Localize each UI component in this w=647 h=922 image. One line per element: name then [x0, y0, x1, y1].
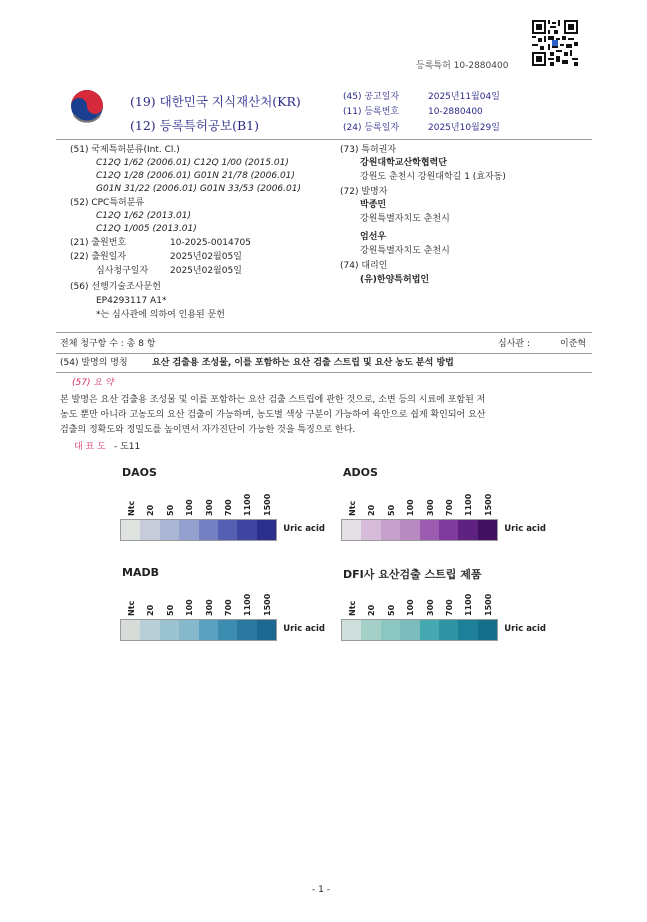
ipc-heading: (51) 국제특허분류(Int. Cl.) — [70, 145, 180, 155]
strip-cell — [478, 520, 497, 540]
concentration-label: 1500 — [483, 493, 493, 516]
concentration-label: 50 — [165, 504, 175, 516]
examiner-name: 이준혁 — [560, 339, 587, 349]
color-strip — [341, 519, 498, 541]
document-type: (12) 등록특허공보(B1) — [130, 118, 259, 133]
section-rule — [56, 332, 592, 333]
panel-title: ADOS — [343, 466, 378, 479]
abstract-line: 검출의 정확도와 정밀도를 높이면서 자가진단이 가능한 것을 특징으로 한다. — [60, 425, 356, 435]
strip-cell — [381, 520, 400, 540]
concentration-label: 700 — [445, 599, 454, 616]
strip-cell — [400, 520, 419, 540]
patentee-name: 강원대학교산학협력단 — [360, 158, 447, 168]
cpc-line: C12Q 1/005 (2013.01) — [96, 224, 197, 234]
concentration-label: Ntc — [127, 600, 136, 616]
office-name: (19) 대한민국 지식재산처(KR) — [130, 94, 301, 109]
strip-cell — [439, 620, 458, 640]
abstract-line: 본 발명은 요산 검출용 조성물 및 이를 포함하는 요산 검출 스트립에 관한 것으로, 소변 등의 시료에 포함된 저 — [60, 395, 486, 405]
abstract-heading: (57) 요 약 — [72, 378, 114, 388]
concentration-label: 300 — [425, 499, 435, 516]
strip-cell — [381, 620, 400, 640]
strip-cell — [420, 620, 439, 640]
agent-name: (유)한양특허법인 — [360, 275, 430, 285]
invention-title: 요산 검출용 조성물, 이를 포함하는 요산 검출 스트립 및 요산 농도 분석 방법 — [152, 358, 454, 368]
header-rule — [56, 139, 592, 140]
panel-title: DFI사 요산검출 스트립 제품 — [343, 568, 482, 581]
ipc-line: C12Q 1/62 (2006.01) C12Q 1/00 (2015.01) — [96, 158, 289, 168]
strip-cell — [342, 620, 361, 640]
concentration-label: Ntc — [348, 500, 357, 516]
representative-figure-label: 대 표 도 — [74, 442, 106, 452]
application-date-label: (22) 출원일자 — [70, 252, 127, 262]
strip-cell — [218, 620, 237, 640]
registration-number: 10-2880400 — [428, 107, 483, 117]
qr-code — [532, 20, 578, 66]
application-date: 2025년02월05일 — [170, 252, 242, 262]
abstract-line: 농도 뿐만 아니라 고농도의 요산 검출이 가능하며, 농도별 색상 구분이 가능하여 육안으로 쉽게 확인되어 요산 — [60, 410, 486, 420]
strip-cell — [121, 520, 140, 540]
concentration-label: 1500 — [262, 593, 272, 616]
uric-acid-label: Uric acid — [283, 524, 325, 534]
strip-cell — [199, 620, 218, 640]
color-strip — [120, 619, 277, 641]
registration-number-label: (11) 등록번호 — [343, 107, 400, 117]
concentration-label: 1500 — [483, 593, 493, 616]
uric-acid-label: Uric acid — [504, 524, 546, 534]
exam-request-date: 2025년02월05일 — [170, 266, 242, 276]
examiner-label: 심사관 : — [498, 339, 530, 349]
title-label: (54) 발명의 명칭 — [60, 358, 128, 368]
panel-title: MADB — [122, 566, 159, 579]
strip-cell — [420, 520, 439, 540]
concentration-label: 1500 — [262, 493, 272, 516]
section-rule — [56, 372, 592, 373]
concentration-label: 20 — [146, 604, 156, 616]
strip-cell — [218, 520, 237, 540]
concentration-label: 100 — [406, 599, 416, 616]
strip-cell — [478, 620, 497, 640]
concentration-label: 100 — [185, 499, 195, 516]
uric-acid-label: Uric acid — [283, 624, 325, 634]
strip-cell — [237, 620, 256, 640]
registration-number-top: 등록특허 10-2880400 — [416, 61, 509, 71]
page-number: - 1 - — [312, 885, 330, 895]
strip-cell — [237, 520, 256, 540]
concentration-label: 50 — [386, 604, 396, 616]
concentration-label: 700 — [224, 499, 233, 516]
concentration-label: 1100 — [464, 493, 474, 516]
concentration-label: 700 — [224, 599, 233, 616]
concentration-label: 1100 — [464, 593, 474, 616]
publication-date: 2025년11월04일 — [428, 92, 500, 102]
publication-label: (45) 공고일자 — [343, 92, 400, 102]
concentration-label: 50 — [165, 604, 175, 616]
strip-cell — [361, 620, 380, 640]
concentration-label: 20 — [367, 604, 377, 616]
inventor-name: 엄선우 — [360, 232, 387, 242]
concentration-label: 100 — [185, 599, 195, 616]
ipc-line: G01N 31/22 (2006.01) G01N 33/53 (2006.01) — [96, 184, 301, 194]
strip-cell — [179, 620, 198, 640]
strip-cell — [458, 620, 477, 640]
strip-cell — [121, 620, 140, 640]
strip-cell — [439, 520, 458, 540]
concentration-label: 100 — [406, 499, 416, 516]
inventor-heading: (72) 발명자 — [340, 187, 388, 197]
concentration-label: 1100 — [243, 493, 253, 516]
concentration-label: 300 — [204, 599, 214, 616]
agent-heading: (74) 대리인 — [340, 261, 388, 271]
application-number-label: (21) 출원번호 — [70, 238, 127, 248]
panel-title: DAOS — [122, 466, 157, 479]
strip-cell — [179, 520, 198, 540]
concentration-label: 50 — [386, 504, 396, 516]
inventor-address: 강원특별자치도 춘천시 — [360, 246, 450, 256]
registration-date-label: (24) 등록일자 — [343, 123, 400, 133]
inventor-name: 박종민 — [360, 200, 387, 210]
patentee-address: 강원도 춘천시 강원대학길 1 (효자동) — [360, 172, 506, 182]
strip-cell — [361, 520, 380, 540]
concentration-label: 700 — [445, 499, 454, 516]
color-strip — [341, 619, 498, 641]
strip-cell — [160, 520, 179, 540]
strip-cell — [160, 620, 179, 640]
concentration-label: 20 — [367, 504, 377, 516]
concentration-label: Ntc — [127, 500, 136, 516]
strip-cell — [257, 520, 276, 540]
registration-date: 2025년10월29일 — [428, 123, 500, 133]
section-rule — [56, 353, 592, 354]
strip-cell — [257, 620, 276, 640]
prior-art-note: *는 심사관에 의하여 인용된 문헌 — [96, 310, 225, 320]
taegeuk-emblem — [67, 86, 107, 126]
ipc-line: C12Q 1/28 (2006.01) G01N 21/78 (2006.01) — [96, 171, 295, 181]
prior-art-document: EP4293117 A1* — [96, 296, 167, 306]
strip-cell — [342, 520, 361, 540]
patentee-heading: (73) 특허권자 — [340, 145, 397, 155]
strip-cell — [400, 620, 419, 640]
color-strip — [120, 519, 277, 541]
cpc-heading: (52) CPC특허분류 — [70, 198, 145, 208]
strip-cell — [199, 520, 218, 540]
claims-count: 전체 청구항 수 : 총 8 항 — [60, 339, 156, 349]
prior-art-heading: (56) 선행기술조사문헌 — [70, 282, 161, 292]
concentration-label: 300 — [204, 499, 214, 516]
strip-cell — [140, 520, 159, 540]
concentration-label: 300 — [425, 599, 435, 616]
concentration-label: Ntc — [348, 600, 357, 616]
cpc-line: C12Q 1/62 (2013.01) — [96, 211, 191, 221]
representative-figure-value: - 도11 — [114, 442, 141, 452]
strip-cell — [458, 520, 477, 540]
application-number: 10-2025-0014705 — [170, 238, 251, 248]
strip-cell — [140, 620, 159, 640]
concentration-label: 20 — [146, 504, 156, 516]
uric-acid-label: Uric acid — [504, 624, 546, 634]
exam-request-label: 심사청구일자 — [96, 266, 149, 276]
inventor-address: 강원특별자치도 춘천시 — [360, 214, 450, 224]
concentration-label: 1100 — [243, 593, 253, 616]
